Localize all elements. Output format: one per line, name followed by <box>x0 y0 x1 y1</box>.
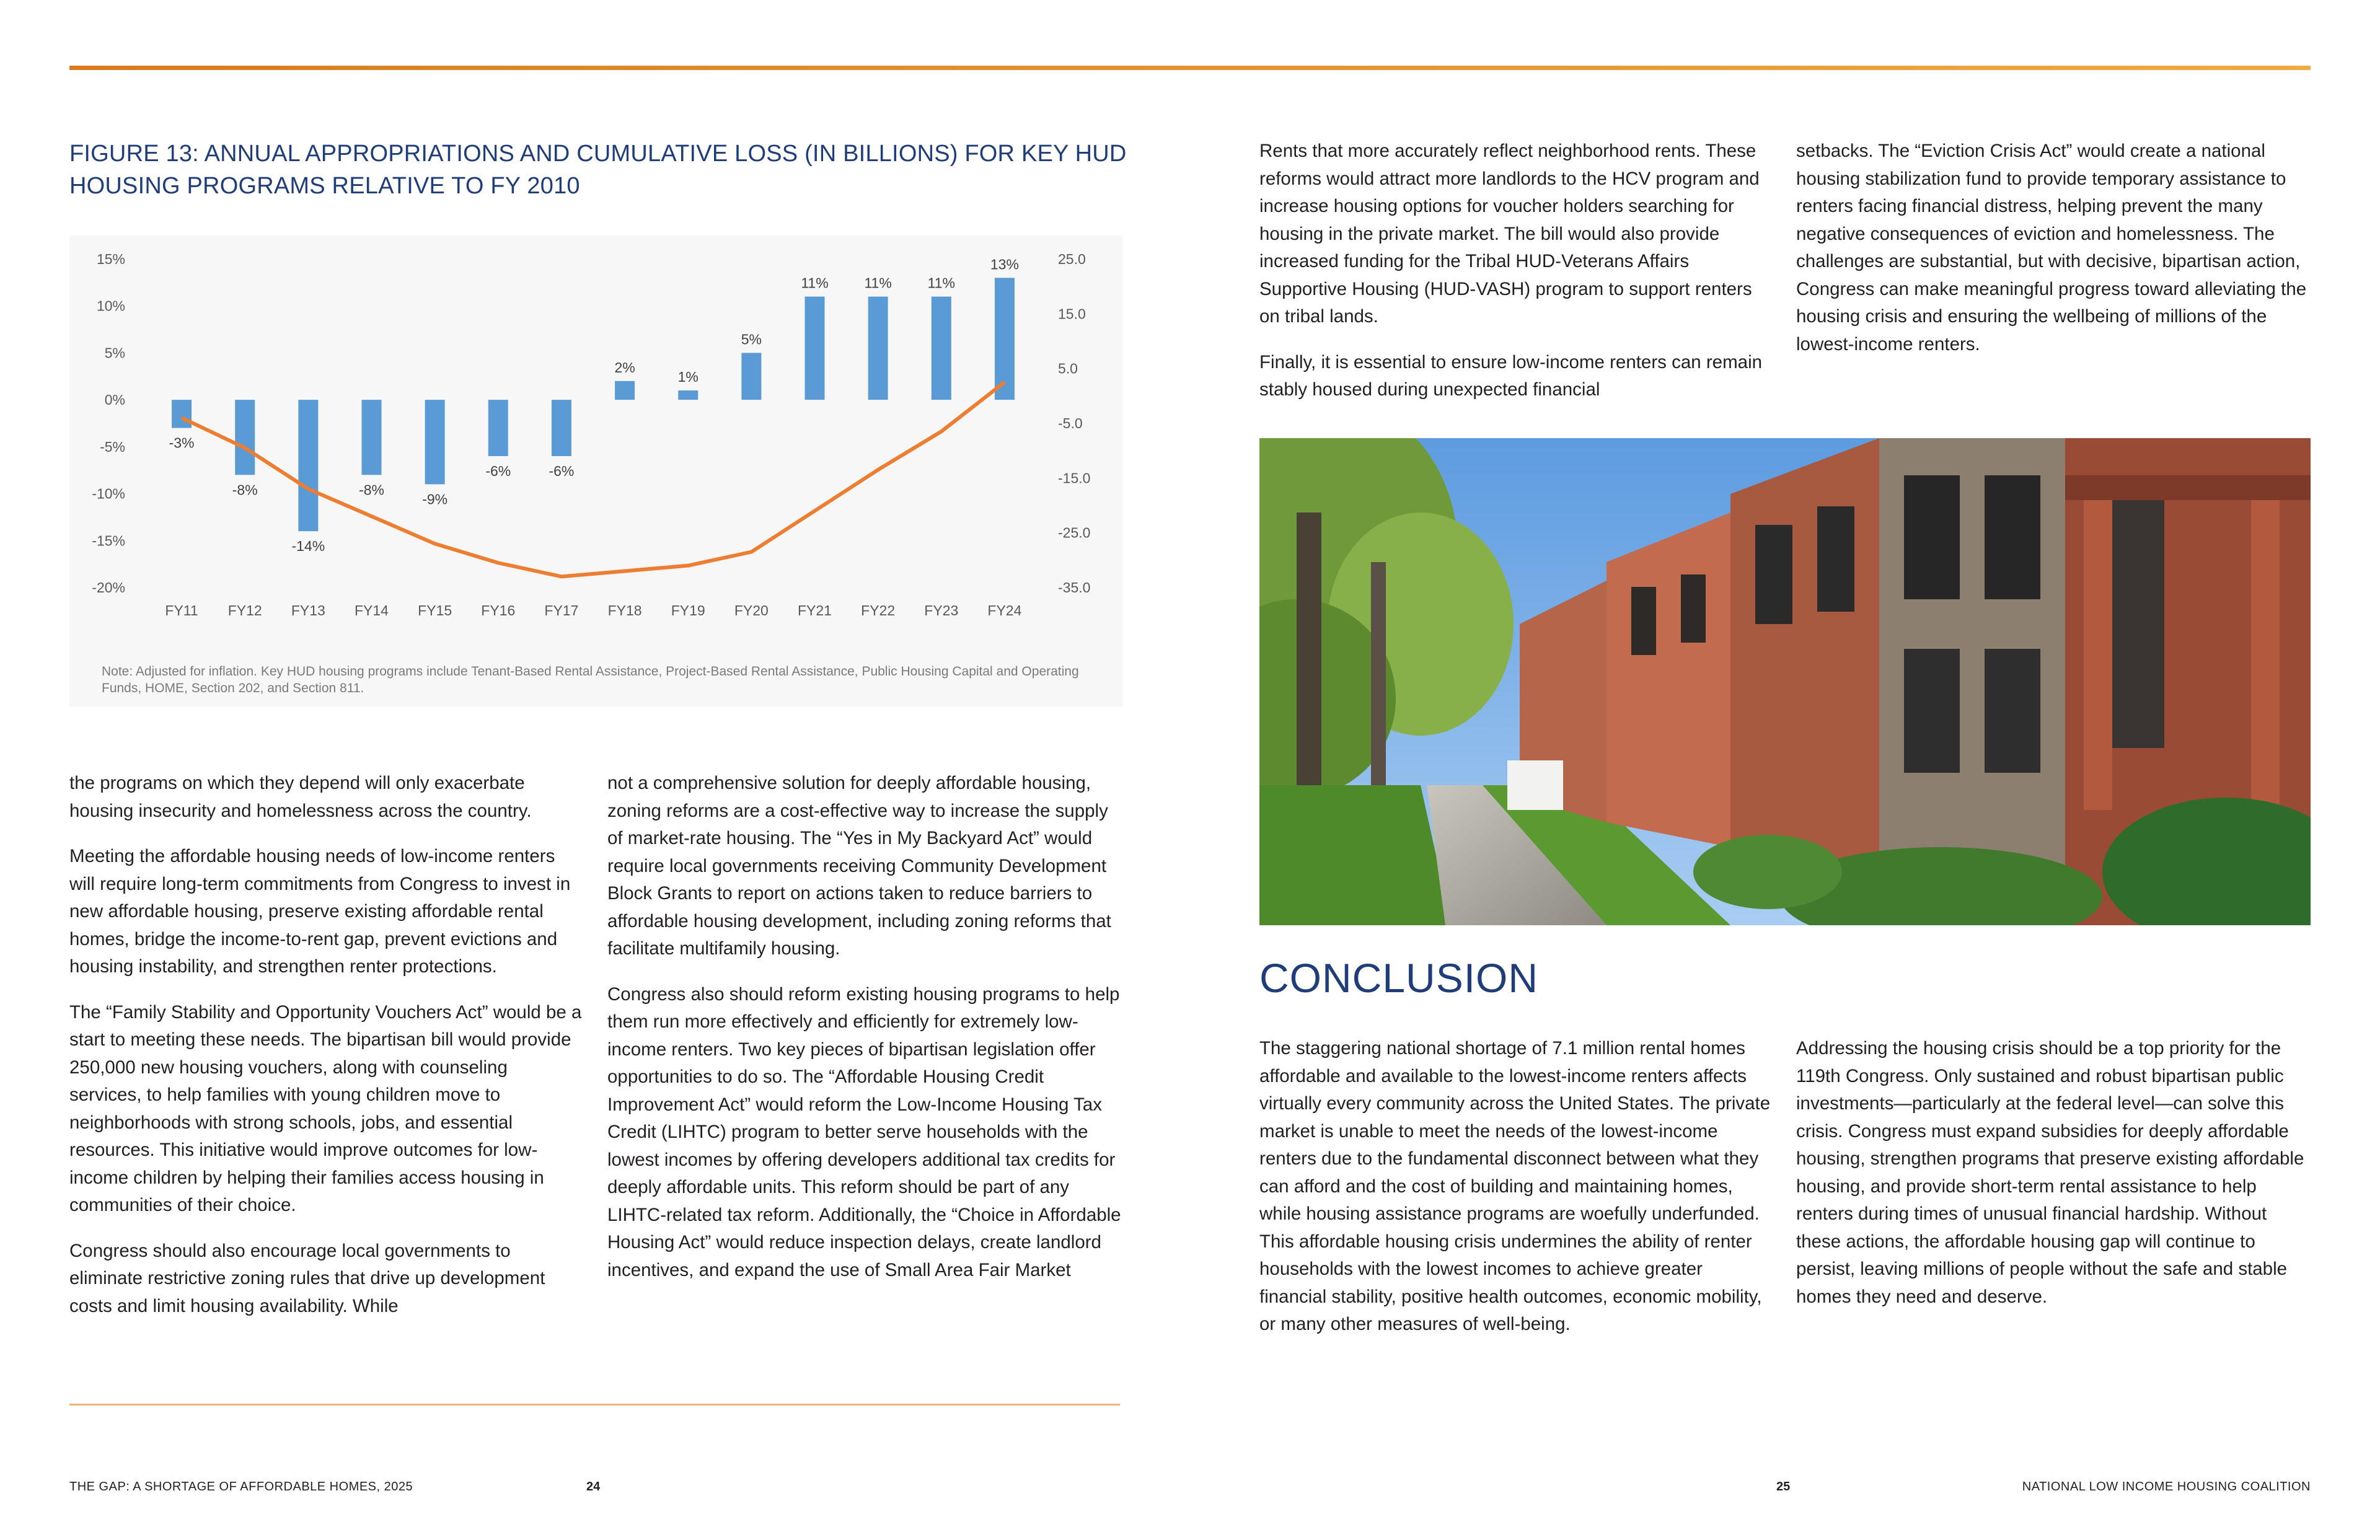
bar <box>425 400 445 484</box>
footer-right-title: NATIONAL LOW INCOME HOUSING COALITION <box>2022 1480 2311 1494</box>
paragraph: Finally, it is essential to ensure low-income renters can remain stably housed during unexpected financial <box>1259 351 1763 400</box>
bar-data-label: -3% <box>169 434 195 451</box>
paragraph: setbacks. The “Eviction Crisis Act” would create a national housing stabilization fund to provide temporary assistance to renters facing financial distress, helping prevent the many negative consequences of eviction and homelessness. The challenges are substantial, but with decisive, bipartisan action, Congress can make meaningful progress toward alleviating the housing crisis and ensuring the wellbeing of millions of the lowest-income renters. <box>1796 141 2307 354</box>
x-tick-label: FY11 <box>165 602 198 618</box>
chart-panel <box>69 235 1123 706</box>
y-right-tick-label: 5.0 <box>1058 360 1078 377</box>
bar <box>172 400 192 428</box>
x-tick-label: FY16 <box>481 602 516 618</box>
bar <box>868 297 888 400</box>
y-left-tick-label: 0% <box>104 392 125 408</box>
y-left-tick-label: -5% <box>100 438 125 455</box>
paragraph: Meeting the affordable housing needs of low-income renters will require long-term commitments from Congress to invest in new affordable housing, preserve existing affordable rental homes, bridge the income-to-rent gap, prevent evictions and housing instability, and strengthen renter protections. <box>69 846 571 977</box>
bar <box>488 400 508 456</box>
bar-data-label: 11% <box>927 275 955 291</box>
bar <box>615 381 635 400</box>
y-right-tick-label: -25.0 <box>1058 524 1091 541</box>
x-tick-label: FY17 <box>544 602 579 618</box>
y-right-tick-label: -35.0 <box>1058 579 1091 596</box>
y-left-tick-label: -20% <box>92 579 125 596</box>
bar-data-label: -6% <box>549 463 575 479</box>
right-column-2 <box>1796 138 2311 376</box>
paragraph: the programs on which they depend will only exacerbate housing insecurity and homelessness across the country. <box>69 773 532 821</box>
y-left-tick-label: 5% <box>104 345 125 361</box>
bar-data-label: -8% <box>359 482 384 498</box>
right-column-1 <box>1259 138 1774 422</box>
bar-data-label: -9% <box>422 491 448 508</box>
top-rule <box>69 66 2311 70</box>
bar-data-label: -6% <box>485 463 511 479</box>
y-left-tick-label: -15% <box>92 532 125 549</box>
y-right-tick-label: -5.0 <box>1058 415 1083 431</box>
bar <box>995 278 1015 400</box>
x-tick-label: FY20 <box>734 602 769 618</box>
y-left-tick-label: 10% <box>96 297 125 314</box>
bar <box>805 297 825 400</box>
x-tick-label: FY19 <box>671 602 705 618</box>
bar-line-chart <box>69 235 1123 657</box>
residential-street-photo <box>1259 438 2311 925</box>
x-tick-label: FY24 <box>987 602 1022 618</box>
figure-note: Note: Adjusted for inflation. Key HUD housing programs include Tenant-Based Rental Assistance, Project-Based Rental Assistance, Public Housing Capital and Operating Funds, HOME, Section 202, and Section 811. <box>102 664 1079 695</box>
paragraph: Rents that more accurately reflect neighborhood rents. These reforms would attract more landlords to the HCV program and increase housing options for voucher holders searching for housing in the private market. The bill would also provide increased funding for the Tribal HUD-Veterans Affairs Supportive Housing (HUD-VASH) program to support renters on tribal lands. <box>1259 141 1760 327</box>
y-left-tick-label: -10% <box>92 485 125 502</box>
x-tick-label: FY23 <box>924 602 959 618</box>
bar <box>362 400 382 475</box>
conclusion-heading: CONCLUSION <box>1259 955 1539 1001</box>
x-tick-label: FY13 <box>291 602 325 618</box>
paragraph: not a comprehensive solution for deeply affordable housing, zoning reforms are a cost-effective way to increase the supply of market-rate housing. The “Yes in My Backyard Act” would require local governments receiving Community Development Block Grants to report on actions taken to reduce barriers to affordable housing development, including zoning reforms that facilitate multifamily housing. <box>607 773 1111 959</box>
bar-data-label: 11% <box>864 275 892 291</box>
bottom-rule <box>69 1404 1120 1406</box>
y-right-tick-label: 15.0 <box>1058 306 1086 322</box>
bar <box>552 400 571 456</box>
bar-data-label: 13% <box>990 256 1019 273</box>
bar-data-label: -14% <box>291 538 325 555</box>
x-tick-label: FY22 <box>861 602 896 618</box>
paragraph: Congress also should reform existing housing programs to help them run more effectively and efficiently for extremely low-income renters. Two key pieces of bipartisan legislation offer opportunities to do so. The “Affordable Housing Credit Improvement Act” would reform the Low-Income Housing Tax Credit (LIHTC) program to better serve households with the lowest incomes by offering developers additional tax credits for deeply affordable units. This reform should be part of any LIHTC-related tax reform. Additionally, the “Choice in Affordable Housing Act” would reduce inspection delays, create landlord incentives, and expand the use of Small Area Fair Market <box>607 983 1121 1280</box>
page-number-left: 24 <box>586 1480 601 1494</box>
left-column-1 <box>69 770 583 1338</box>
bar <box>932 297 951 400</box>
bar-data-label: 2% <box>614 359 635 376</box>
y-left-tick-label: 15% <box>96 251 125 267</box>
bar-data-label: 5% <box>741 331 762 348</box>
y-right-tick-label: 25.0 <box>1058 251 1086 267</box>
bar-data-label: 11% <box>801 275 829 291</box>
paragraph: The staggering national shortage of 7.1 million rental homes affordable and available to the lowest-income renters affects virtually every community across the United States. The private market is unable to meet the needs of the lowest-income renters due to the fundamental disconnect between what they can afford and the cost of building and maintaining homes, while housing assistance programs are woefully underfunded. This affordable housing crisis undermines the ability of renter households with the lowest incomes to achieve greater financial stability, positive health outcomes, economic mobility, or many other measures of well-being. <box>1259 1038 1771 1334</box>
y-right-tick-label: -15.0 <box>1058 470 1091 486</box>
x-tick-label: FY12 <box>227 602 262 618</box>
x-tick-label: FY21 <box>798 602 832 618</box>
left-column-2 <box>607 770 1122 1302</box>
conclusion-column-1 <box>1259 1035 1774 1357</box>
paragraph: Congress should also encourage local governments to eliminate restrictive zoning rules that drive up development costs and limit housing availability. While <box>69 1240 545 1316</box>
page-number-right: 25 <box>1776 1480 1791 1494</box>
bar-data-label: 1% <box>677 369 699 385</box>
bar <box>235 400 255 475</box>
footer-left-title: THE GAP: A SHORTAGE OF AFFORDABLE HOMES, 2025 <box>69 1480 413 1494</box>
paragraph: The “Family Stability and Opportunity Vouchers Act” would be a start to meeting these needs. The bipartisan bill would provide 250,000 new housing vouchers, along with counseling services, to help families with young children move to neighborhoods with strong schools, jobs, and essential resources. This initiative would improve outcomes for low-income children by helping their families access housing in communities of their choice. <box>69 1001 582 1215</box>
paragraph: Addressing the housing crisis should be a top priority for the 119th Congress. Only sustained and robust bipartisan public investments—particularly at the federal level—can solve this crisis. Congress must expand subsidies for deeply affordable housing, strengthen programs that preserve existing affordable housing, and provide short-term rental assistance to help renters during times of unusual financial hardship. Without these actions, the affordable housing gap will continue to persist, leaving millions of people without the safe and stable homes they need and deserve. <box>1796 1038 2304 1307</box>
x-tick-label: FY15 <box>418 602 452 618</box>
bar <box>741 353 761 400</box>
bar <box>298 400 318 531</box>
bar-data-label: -8% <box>232 482 258 498</box>
conclusion-column-2 <box>1796 1035 2311 1329</box>
x-tick-label: FY18 <box>607 602 642 618</box>
figure-title: FIGURE 13: ANNUAL APPROPRIATIONS AND CUMULATIVE LOSS (IN BILLIONS) FOR KEY HUD HOUSING PROGRAMS RELATIVE TO FY 2010 <box>69 141 1127 199</box>
x-tick-label: FY14 <box>355 602 389 618</box>
bar <box>678 390 698 400</box>
